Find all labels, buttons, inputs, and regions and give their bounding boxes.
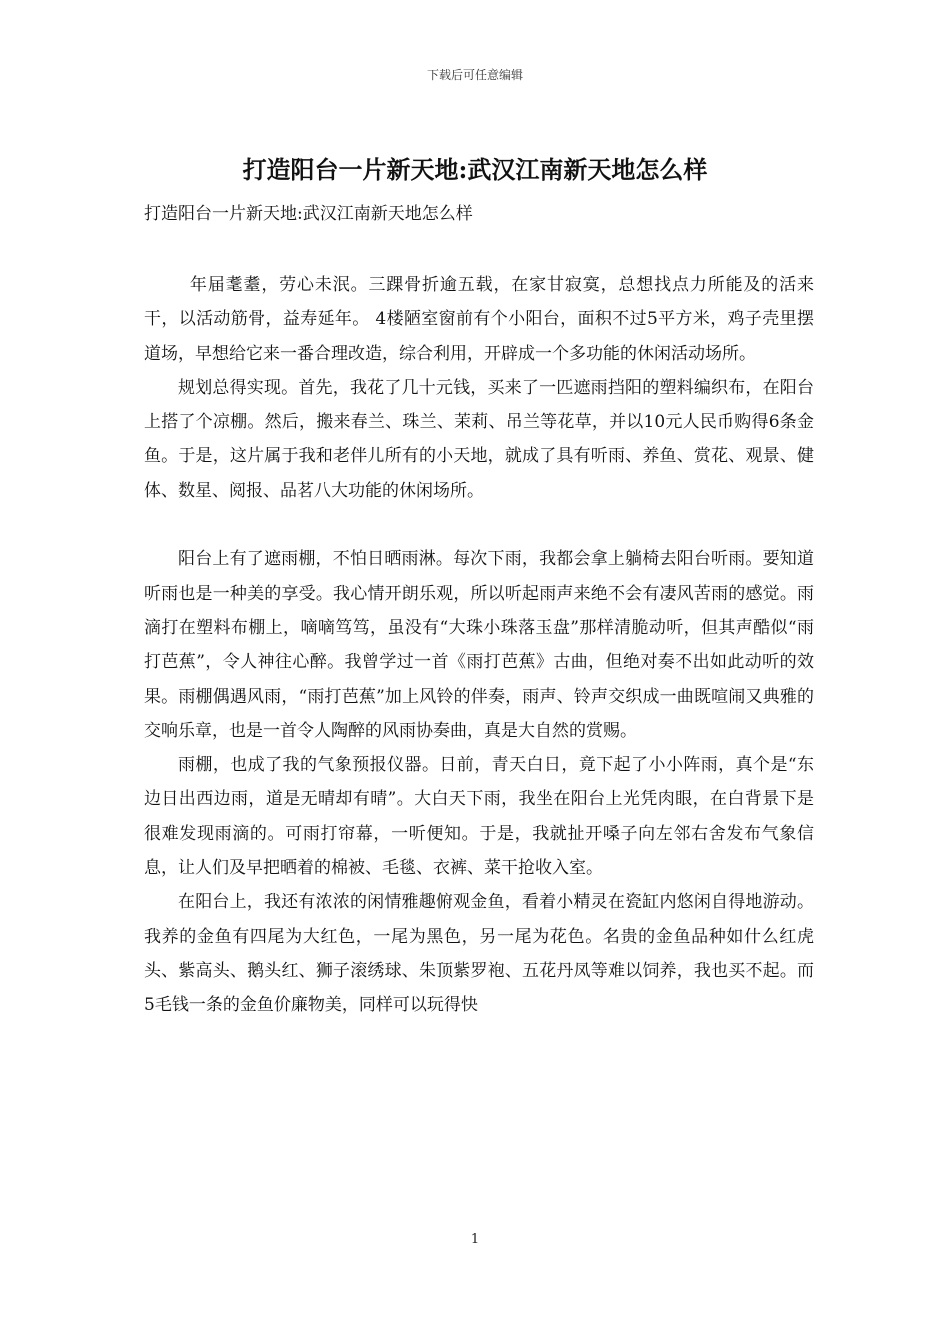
paragraph: 阳台上有了遮雨棚，不怕日晒雨淋。每次下雨，我都会拿上躺椅去阳台听雨。要知道听雨也是一种美的享受。我心情开朗乐观，所以听起雨声来绝不会有凄风苦雨的感觉。雨滴打在塑料布棚上，嘀嘀笃笃，虽没有“大珠小珠落玉盘”那样清脆动听，但其声酷似“雨打芭蕉”，令人神往心醉。我曾学过一首《雨打芭蕉》古曲，但绝对奏不出如此动听的效果。雨棚偶遇风雨，“雨打芭蕉”加上风铃的伴奏，雨声、铃声交织成一曲既喧闹又典雅的交响乐章，也是一首令人陶醉的风雨协奏曲，真是大自然的赏赐。: [144, 549, 814, 741]
document-subtitle: 打造阳台一片新天地:武汉江南新天地怎么样: [144, 204, 473, 224]
page-header-note: 下载后可任意编辑: [426, 68, 523, 82]
paragraph: 规划总得实现。首先，我花了几十元钱，买来了一匹遮雨挡阳的塑料编织布，在阳台上搭了个凉棚。然后，搬来春兰、珠兰、茉莉、吊兰等花草，并以10元人民币购得6条金鱼。于是，这片属于我和老伴儿所有的小天地，就成了具有听雨、养鱼、赏花、观景、健体、数星、阅报、品茗八大功能的休闲场所。: [144, 377, 814, 501]
paragraph: 雨棚，也成了我的气象预报仪器。日前，青天白日，竟下起了小小阵雨，真个是“东边日出西边雨，道是无晴却有晴”。大白天下雨，我坐在阳台上光凭肉眼，在白背景下是很难发现雨滴的。可雨打帘幕，一听便知。于是，我就扯开嗓子向左邻右舍发布气象信息，让人们及早把晒着的棉被、毛毯、衣裤、菜干抢收入室。: [144, 755, 814, 879]
paragraph-spacer: [144, 508, 814, 542]
document-body: [144, 268, 814, 1023]
page-number: 1: [470, 1232, 480, 1247]
paragraph: 年届耄耋，劳心未泯。三踝骨折逾五载，在家甘寂寞，总想找点力所能及的活来干，以活动筋骨，益寿延年。 4楼陋室窗前有个小阳台，面积不过5平方米，鸡子壳里摆道场，早想给它来一番合理改造，综合利用，开辟成一个多功能的休闲活动场所。: [144, 275, 814, 364]
document-title: 打造阳台一片新天地:武汉江南新天地怎么样: [242, 155, 708, 184]
paragraph: 在阳台上，我还有浓浓的闲情雅趣俯观金鱼，看着小精灵在瓷缸内悠闲自得地游动。我养的金鱼有四尾为大红色，一尾为黑色，另一尾为花色。名贵的金鱼品种如什么红虎头、紫高头、鹅头红、狮子滚绣球、朱顶紫罗袍、五花丹凤等难以饲养，我也买不起。而5毛钱一条的金鱼价廉物美，同样可以玩得快: [144, 892, 814, 1016]
